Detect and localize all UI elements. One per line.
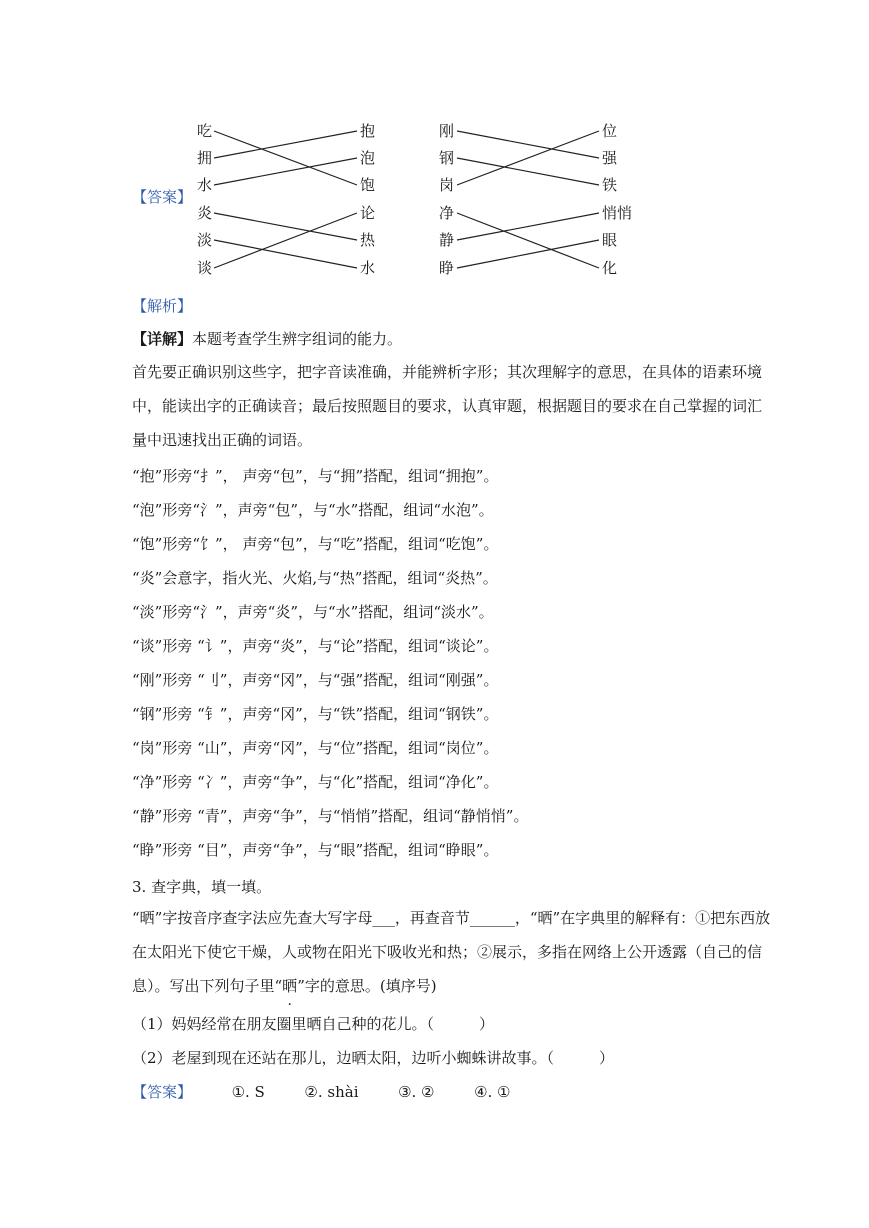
explanation-line: “睁”形旁 “目”，声旁“争”，与“眼”搭配，组词“睁眼”。 xyxy=(132,841,499,859)
match-line xyxy=(214,158,357,185)
question-body-text: “晒”字按音序查字法应先查大写字母___，再查音节______，“晒”在字典里的解释有：①把东西放在太阳光下使它干燥，人或物在阳光下吸收光和热；②展示，多指在网络上公开透露（自己的信息）。写出下列句子里“ xyxy=(132,909,771,995)
explanation-line: “抱”形旁“扌”， 声旁“包”，与“拥”搭配，组词“拥抱”。 xyxy=(132,467,499,485)
explanation-line: “岗”形旁 “山”，声旁“冈”，与“位”搭配，组词“岗位”。 xyxy=(132,739,499,757)
question-title: 3. 查字典，填一填。 xyxy=(132,878,272,896)
match-left-char: 刚 xyxy=(439,122,455,140)
match-right-char: 眼 xyxy=(602,231,618,249)
detail-text: 本题考查学生辨字组词的能力。 xyxy=(192,330,403,348)
match-line xyxy=(214,213,357,268)
question-body-text-end: ”字的意思。(填序号) xyxy=(297,977,437,995)
match-line xyxy=(214,213,357,240)
match-line xyxy=(457,131,599,158)
intro-paragraph: 首先要正确识别这些字，把字音读准确，并能辨析字形；其次理解字的意思，在具体的语素环境中，能读出字的正确读音；最后按照题目的要求，认真审题，根据题目的要求在自己掌握的词汇量中迅速找出正确的词语。 xyxy=(132,363,763,449)
match-right-char: 强 xyxy=(602,149,618,167)
match-line xyxy=(457,213,599,268)
match-right-char: 热 xyxy=(360,231,376,249)
match-right-char: 铁 xyxy=(602,176,618,194)
explanation-line: “钢”形旁 “钅”，声旁“冈”，与“铁”搭配，组词“钢铁”。 xyxy=(132,705,499,723)
detail-line xyxy=(132,328,402,349)
match-right-char: 水 xyxy=(360,259,376,277)
answer-item: ①. S xyxy=(231,1083,265,1101)
question-item: （2）老屋到现在还站在那儿，边晒太阳，边听小蜘蛛讲故事。（ ） xyxy=(132,1049,615,1067)
detail-label: 【详解】 xyxy=(132,330,193,348)
match-left-char: 静 xyxy=(439,231,455,249)
match-right-char: 位 xyxy=(602,122,618,140)
explanation-line: “泡”形旁“氵”，声旁“包”，与“水”搭配，组词“水泡”。 xyxy=(132,501,494,519)
match-left-char: 水 xyxy=(197,176,213,194)
match-right-char: 抱 xyxy=(360,122,376,140)
match-line xyxy=(457,240,599,268)
match-left-char: 睁 xyxy=(439,259,455,277)
question-body xyxy=(132,901,772,1003)
analysis-label: 【解析】 xyxy=(132,297,193,315)
question-item: （1）妈妈经常在朋友圈里晒自己种的花儿。（ ） xyxy=(132,1015,495,1033)
match-right-char: 化 xyxy=(602,259,618,277)
match-right-char: 饱 xyxy=(360,176,376,194)
match-left-char: 炎 xyxy=(197,204,213,222)
match-right-char: 泡 xyxy=(360,149,376,167)
match-left-char: 岗 xyxy=(439,176,455,194)
explanation-line: “静”形旁 “青”，声旁“争”，与“悄悄”搭配，组词“静悄悄”。 xyxy=(132,807,529,825)
match-left-char: 钢 xyxy=(439,149,455,167)
emphasis-char: 晒 xyxy=(282,977,298,995)
explanation-line: “谈”形旁 “讠”，声旁“炎”，与“论”搭配，组词“谈论”。 xyxy=(132,637,499,655)
explanation-line: “刚”形旁 “刂”，声旁“冈”，与“强”搭配，组词“刚强”。 xyxy=(132,671,499,689)
explanation-line: “净”形旁 “冫”，声旁“争”，与“化”搭配，组词“净化”。 xyxy=(132,773,499,791)
match-left-char: 净 xyxy=(439,204,455,222)
answer-label: 【答案】 xyxy=(132,1083,193,1101)
match-line xyxy=(457,131,599,185)
answer-item: ②. shài xyxy=(304,1083,359,1101)
explanation-line: “饱”形旁“饣”， 声旁“包”，与“吃”搭配，组词“吃饱”。 xyxy=(132,535,499,553)
match-line xyxy=(214,131,357,185)
match-left-char: 淡 xyxy=(197,231,213,249)
answer-item: ④. ① xyxy=(474,1083,511,1101)
match-line xyxy=(457,158,599,185)
match-left-char: 拥 xyxy=(197,149,213,167)
match-left-char: 吃 xyxy=(197,122,213,140)
match-line xyxy=(214,131,357,158)
match-left-char: 谈 xyxy=(197,259,213,277)
answer-label: 【答案】 xyxy=(132,188,193,206)
explanation-line: “淡”形旁“氵”，声旁“炎”，与“水”搭配，组词“淡水”。 xyxy=(132,603,494,621)
answer-item: ③. ② xyxy=(398,1083,435,1101)
match-right-char: 悄悄 xyxy=(602,204,633,222)
explanation-line: “炎”会意字，指火光、火焰,与“热”搭配，组词“炎热”。 xyxy=(132,569,498,587)
match-line xyxy=(214,240,357,268)
match-right-char: 论 xyxy=(360,204,376,222)
answer-row xyxy=(132,1081,511,1102)
matching-lines xyxy=(0,0,869,300)
match-line xyxy=(457,213,599,240)
